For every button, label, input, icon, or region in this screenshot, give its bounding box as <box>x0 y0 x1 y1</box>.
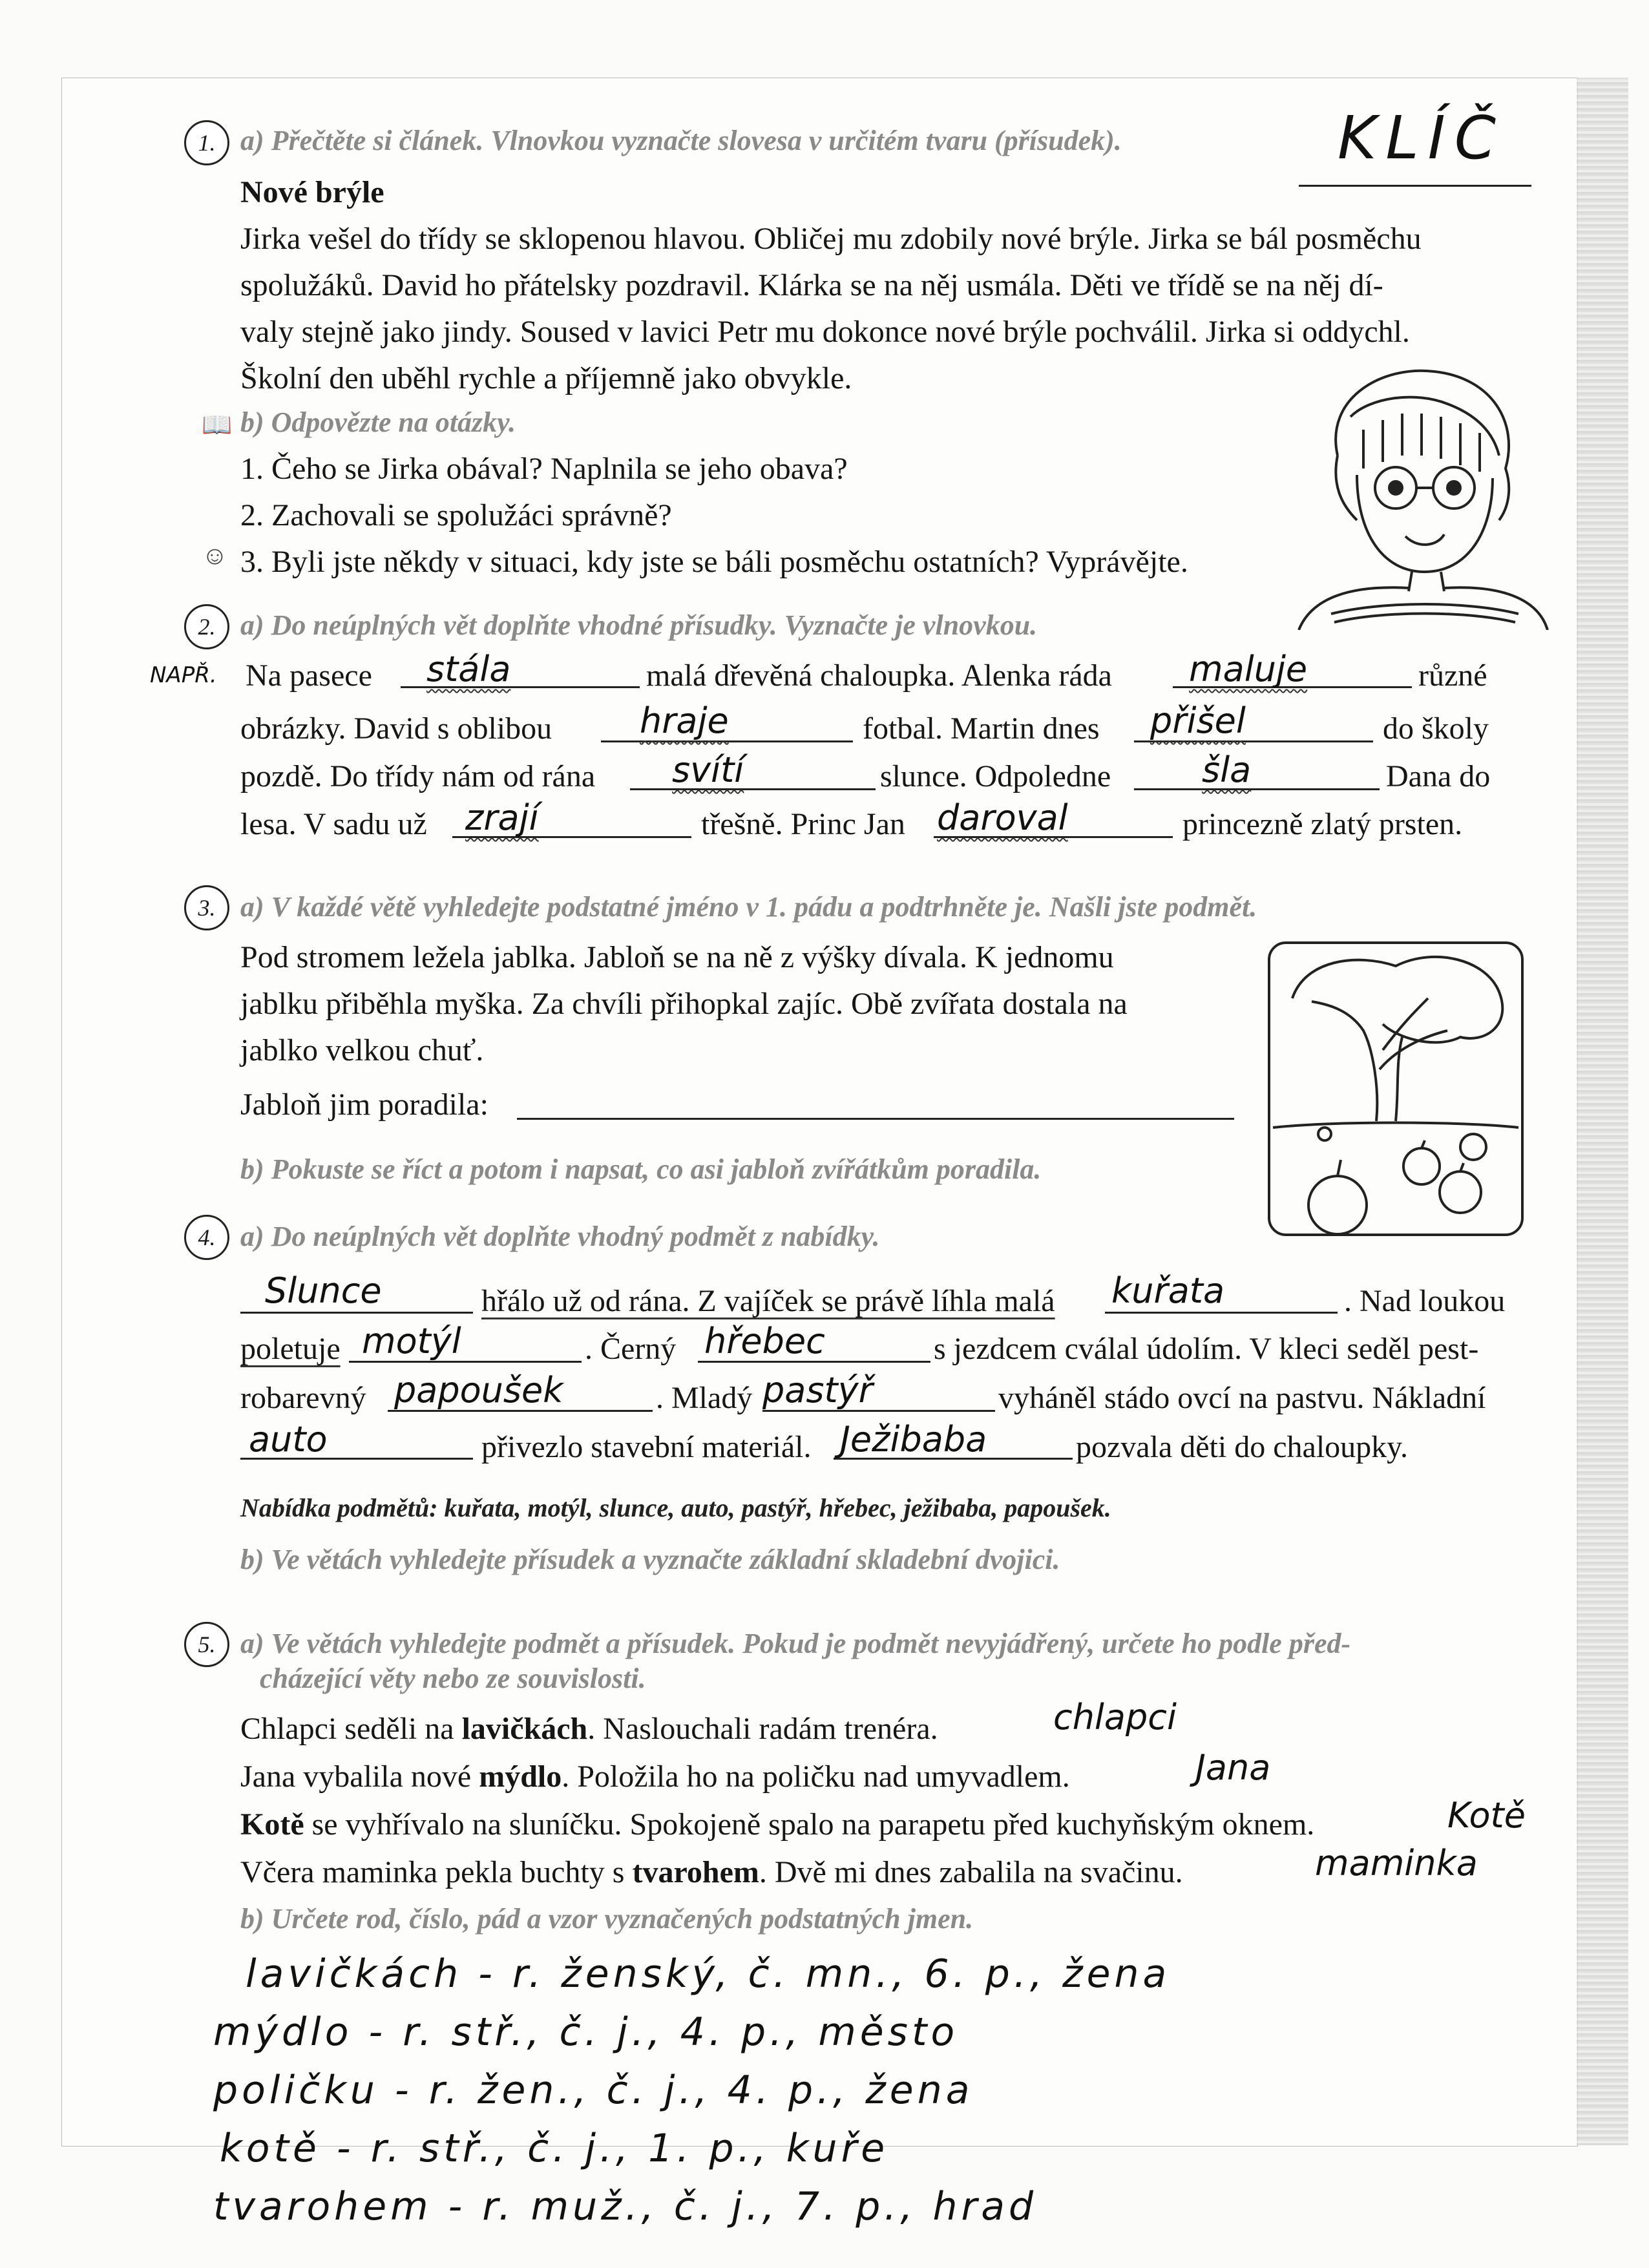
ex2-answer-6: šla <box>1202 750 1252 790</box>
question-2: 2. Zachovali se spolužáci správně? <box>240 498 672 532</box>
ex5-row-1-post: . Naslouchali radám trenéra. <box>587 1712 938 1746</box>
exercise-1-number: 1. <box>184 120 229 165</box>
scan-edge-shading <box>1577 78 1628 2145</box>
ex2-answer-2: maluje <box>1189 649 1308 689</box>
ex4-text-5: s jezdcem cválal údolím. V kleci seděl pest- <box>934 1332 1479 1366</box>
exercise-1-instruction: a) Přečtěte si článek. Vlnovkou vyznačte slovesa v určitém tvaru (přísudek). <box>240 125 1122 156</box>
exercise-4b-instruction: b) Ve větách vyhledejte přísudek a vyznačte základní skladební dvojici. <box>240 1544 1060 1575</box>
ex4-answer-8: Ježibaba <box>840 1419 987 1460</box>
ex2-text-9: Dana do <box>1386 759 1491 793</box>
exercise-3-number: 3. <box>184 885 229 930</box>
ex3-line-2: jablku přiběhla myška. Za chvíli přihopkal zajíc. Obě zvířata dostala na <box>240 987 1128 1021</box>
ex2-text-3: různé <box>1418 658 1487 693</box>
ex4-answer-6: pastýř <box>762 1370 873 1411</box>
ex2-text-7: pozdě. Do třídy nám od rána <box>240 759 596 793</box>
ex4-blank-1 <box>240 1312 473 1314</box>
ex4-text-4: . Černý <box>585 1332 677 1366</box>
ex2-answer-7: zrají <box>465 797 539 838</box>
ex2-answer-1: stála <box>426 649 511 689</box>
ex4-text-1: hřálo už od rána. Z vajíček se právě líhla malá <box>481 1284 1055 1318</box>
ex4-answer-1: Slunce <box>265 1270 382 1311</box>
exercise-5-instruction-line-1: a) Ve větách vyhledejte podmět a přísudek. Pokud je podmět nevyjádřený, určete ho podle před- <box>240 1628 1351 1659</box>
exercise-1b-instruction: b) Odpovězte na otázky. <box>240 406 516 438</box>
exercise-2-number: 2. <box>184 604 229 649</box>
handwritten-answer-2: mýdlo - r. stř., č. j., 4. p., město <box>213 2010 959 2055</box>
ex5-row-4 <box>240 1849 1183 1896</box>
key-label: KLÍČ <box>1338 103 1505 173</box>
ex5-row-3-noun: Kotě <box>240 1807 304 1842</box>
ex2-text-5: fotbal. Martin dnes <box>863 711 1100 746</box>
ex5-row-1-noun: lavičkách <box>461 1712 588 1746</box>
ex4-text-8: vyháněl stádo ovcí na pastvu. Nákladní <box>998 1381 1486 1415</box>
article-line-4: Školní den uběhl rychle a příjemně jako obvykle. <box>240 361 852 395</box>
ex2-answer-5: svítí <box>672 750 744 790</box>
handwritten-answer-5: tvarohem - r. muž., č. j., 7. p., hrad <box>213 2184 1038 2229</box>
exercise-3b-instruction: b) Pokuste se říct a potom i napsat, co asi jabloň zvířátkům poradila. <box>240 1153 1042 1185</box>
ex5-row-3 <box>240 1801 1314 1848</box>
ex5-row-4-noun: tvarohem <box>632 1855 759 1889</box>
exercise-5-number: 5. <box>184 1622 229 1667</box>
ex5-row-1-pre: Chlapci seděli na <box>240 1712 462 1746</box>
ex4-blank-2 <box>1105 1312 1338 1314</box>
ex4-text-10: pozvala děti do chaloupky. <box>1076 1430 1409 1464</box>
article-line-3: valy stejně jako jindy. Soused v lavici Petr mu dokonce nové brýle pochválil. Jirka si oddychl. <box>240 315 1410 349</box>
speaking-head-icon: ☺ <box>202 541 228 570</box>
ex2-text-6: do školy <box>1383 711 1489 746</box>
ex2-blank-5 <box>630 788 876 790</box>
girl-with-glasses-illustration <box>1286 359 1557 630</box>
ex2-blank-6 <box>1134 788 1380 790</box>
ex2-text-10: lesa. V sadu už <box>240 807 427 841</box>
ex5-row-4-pre: Včera maminka pekla buchty s <box>240 1855 633 1889</box>
ex4-answer-5: papoušek <box>394 1370 563 1411</box>
handwritten-answer-3: poličku - r. žen., č. j., 4. p., žena <box>213 2068 974 2113</box>
question-3: 3. Byli jste někdy v situaci, kdy jste se báli posměchu ostatních? Vyprávějte. <box>240 545 1188 579</box>
ex2-text-2: malá dřevěná chaloupka. Alenka ráda <box>646 658 1112 693</box>
book-icon: 📖 <box>202 412 233 439</box>
ex2-text-12: princezně zlatý prsten. <box>1182 807 1463 841</box>
ex4-answer-7: auto <box>249 1419 328 1460</box>
ex5-answer-2: Jana <box>1195 1747 1271 1788</box>
ex4-answer-3: motýl <box>362 1321 461 1361</box>
key-underline <box>1299 185 1531 187</box>
ex2-text-8: slunce. Odpoledne <box>880 759 1111 793</box>
ex5-answer-1: chlapci <box>1053 1697 1177 1738</box>
ex4-text-7: . Mladý <box>656 1381 753 1415</box>
handwritten-answer-4: kotě - r. stř., č. j., 1. p., kuře <box>220 2126 889 2171</box>
ex5-answer-4: maminka <box>1315 1843 1478 1884</box>
ex3-answer-line <box>517 1118 1234 1120</box>
ex5-answer-3: Kotě <box>1447 1795 1526 1836</box>
exercise-3-instruction: a) V každé větě vyhledejte podstatné jméno v 1. pádu a podtrhněte je. Našli jste podmět. <box>240 891 1257 923</box>
exercise-4-instruction: a) Do neúplných vět doplňte vhodný podmět z nabídky. <box>240 1221 880 1252</box>
ex2-answer-8: daroval <box>937 797 1068 838</box>
ex5-row-2 <box>240 1754 1070 1800</box>
exercise-5b-instruction: b) Určete rod, číslo, pád a vzor vyznačených podstatných jmen. <box>240 1903 974 1935</box>
article-line-2: spolužáků. David ho přátelsky pozdravil. Klárka se na něj usmála. Děti ve třídě se na něj dí- <box>240 268 1383 302</box>
question-1: 1. Čeho se Jirka obával? Naplnila se jeho obava? <box>240 452 848 486</box>
ex4-offer: Nabídka podmětů: kuřata, motýl, slunce, auto, pastýř, hřebec, ježibaba, papoušek. <box>240 1493 1111 1522</box>
ex2-answer-4: přišel <box>1150 700 1246 741</box>
ex5-row-1 <box>240 1706 938 1752</box>
margin-note-napr: NAPŘ. <box>150 662 217 688</box>
ex4-text-3: poletuje <box>240 1332 341 1366</box>
ex3-line-1: Pod stromem ležela jablka. Jabloň se na ně z výšky dívala. K jednomu <box>240 940 1114 974</box>
ex2-answer-3: hraje <box>640 700 729 741</box>
ex4-text-9: přivezlo stavební materiál. <box>481 1430 812 1464</box>
apple-tree-illustration <box>1266 940 1525 1237</box>
ex5-row-2-post: . Položila ho na poličku nad umyvadlem. <box>562 1759 1070 1794</box>
ex4-text-6: robarevný <box>240 1381 366 1415</box>
exercise-5-instruction-line-2: cházející věty nebo ze souvislosti. <box>260 1663 646 1694</box>
ex2-text-4: obrázky. David s oblibou <box>240 711 552 746</box>
exercise-2-instruction: a) Do neúplných vět doplňte vhodné přísudky. Vyznačte je vlnovkou. <box>240 609 1038 641</box>
ex2-text-11: třešně. Princ Jan <box>701 807 905 841</box>
exercise-4-number: 4. <box>184 1215 229 1260</box>
ex5-row-2-noun: mýdlo <box>479 1759 562 1794</box>
ex2-text-1: Na pasece <box>246 658 372 693</box>
handwritten-answer-1: lavičkách - r. ženský, č. mn., 6. p., žena <box>246 1951 1171 1997</box>
article-line-1: Jirka vešel do třídy se sklopenou hlavou. Obličej mu zdobily nové brýle. Jirka se bál posměchu <box>240 222 1422 256</box>
ex5-row-2-pre: Jana vybalila nové <box>240 1759 479 1794</box>
ex3-line-3: jablko velkou chuť. <box>240 1033 484 1067</box>
ex4-text-2: . Nad loukou <box>1344 1284 1506 1318</box>
ex3-prompt: Jabloň jim poradila: <box>240 1087 488 1122</box>
article-title: Nové brýle <box>240 175 384 209</box>
ex5-row-3-post: se vyhřívalo na sluníčku. Spokojeně spalo na parapetu před kuchyňským oknem. <box>304 1807 1315 1842</box>
ex4-answer-4: hřebec <box>704 1321 825 1361</box>
ex5-row-4-post: . Dvě mi dnes zabalila na svačinu. <box>759 1855 1183 1889</box>
ex4-answer-2: kuřata <box>1111 1270 1225 1311</box>
